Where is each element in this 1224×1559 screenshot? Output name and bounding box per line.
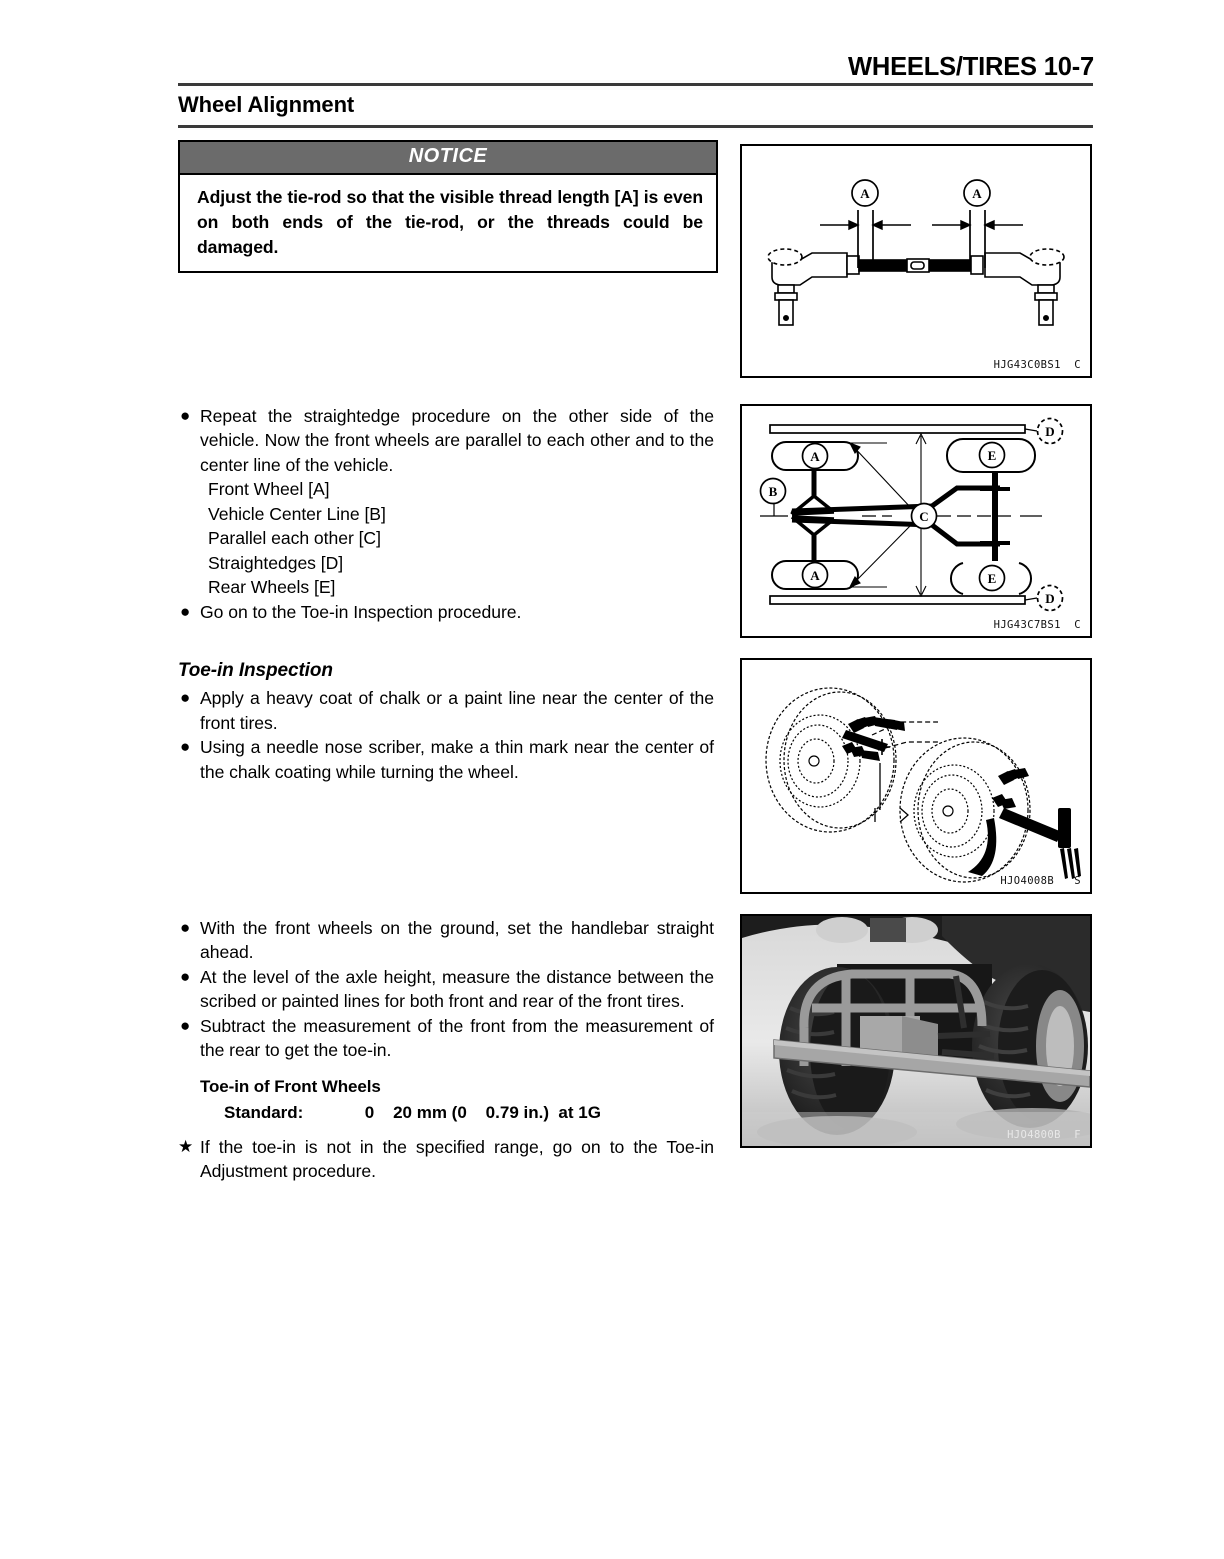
list-item-text: Repeat the straightedge procedure on the other side of the vehicle. Now the front wheels are parallel to each other and to the center line of the vehicle.	[200, 406, 714, 475]
list-item-conditional	[178, 1135, 714, 1184]
scriber-tire-icon	[742, 660, 1090, 892]
list-item	[178, 1014, 714, 1063]
bullet-icon: ●	[180, 406, 191, 425]
list-item	[178, 916, 714, 965]
list-item: Parallel each other [C]	[208, 528, 381, 549]
page-header-title: WHEELS/TIRES 10-7	[848, 53, 1094, 81]
figure-callout-a-top: A	[810, 449, 820, 464]
notice-box	[178, 140, 718, 273]
list-item-text: Subtract the measurement of the front from the measurement of the rear to get the toe-in.	[200, 1015, 714, 1061]
figure-callout-c: C	[919, 509, 929, 524]
list-item: Rear Wheels [E]	[208, 577, 336, 598]
figure-callout-a1: A	[860, 186, 870, 201]
bullet-icon: ●	[180, 737, 191, 757]
notice-label: NOTICE	[180, 142, 716, 175]
header-rule-top	[178, 83, 1093, 86]
list-item	[178, 600, 714, 624]
header-rule-bottom	[178, 125, 1093, 128]
bullet-icon: ●	[180, 1015, 191, 1035]
list-item: Straightedges [D]	[208, 552, 344, 573]
bullet-icon: ●	[180, 688, 191, 708]
specification-value: Standard: 0 20 mm (0 0.79 in.) at 1G	[224, 1103, 601, 1123]
figure-tie-rod-thread-length	[740, 144, 1092, 378]
list-item	[178, 686, 714, 735]
figure-callout-a-bottom: A	[810, 568, 820, 583]
list-item-text: Go on to the Toe-in Inspection procedure.	[200, 601, 522, 622]
star-icon: ★	[178, 1136, 194, 1156]
list-item: Vehicle Center Line [B]	[208, 503, 386, 524]
figure-code: HJG43C7BS1 C	[993, 619, 1081, 631]
list-item-text: With the front wheels on the ground, set the handlebar straight ahead.	[200, 918, 714, 963]
figure-callout-d-bottom: D	[1045, 591, 1055, 606]
figure-code: HJO4008B S	[1000, 875, 1081, 887]
section-title: Wheel Alignment	[178, 92, 355, 117]
specification-title: Toe-in of Front Wheels	[200, 1076, 381, 1096]
tie-rod-diagram-icon	[742, 146, 1090, 376]
list-item	[178, 735, 714, 784]
alignment-top-view-icon	[742, 406, 1090, 636]
figure-code: HJG43C0BS1 C	[993, 359, 1081, 371]
bullet-icon: ●	[180, 918, 191, 937]
list-item	[178, 404, 714, 477]
list-item-text: Using a needle nose scriber, make a thin mark near the center of the chalk coating while turning the wheel.	[200, 737, 714, 782]
figure-callout-d-top: D	[1045, 424, 1055, 439]
list-item-text: At the level of the axle height, measure the distance between the scribed or painted lines for both front and rear of the front tires.	[200, 966, 714, 1012]
specification-block	[178, 1075, 714, 1125]
figure-callout-e-bottom: E	[987, 571, 997, 586]
callout-legend-list	[178, 477, 714, 599]
figure-wheel-alignment-top-view	[740, 404, 1092, 638]
instruction-block-toe-in-inspection	[178, 658, 714, 784]
list-item: Front Wheel [A]	[208, 479, 330, 500]
atv-photo-icon	[742, 916, 1090, 1146]
figure-callout-e-top: E	[987, 448, 997, 463]
list-item-text: If the toe-in is not in the specified range, go on to the Toe-in Adjustment procedure.	[200, 1136, 714, 1182]
figure-code: HJO4800B F	[1007, 1129, 1081, 1141]
instruction-block-toe-in-measure	[178, 916, 714, 1184]
bullet-icon: ●	[180, 601, 191, 621]
figure-callout-b: B	[768, 484, 778, 499]
notice-text: Adjust the tie-rod so that the visible thread length [A] is even on both ends of the tie-rod, or the threads could be damaged.	[197, 187, 703, 258]
list-item	[178, 965, 714, 1014]
figure-callout-a2: A	[972, 186, 982, 201]
bullet-icon: ●	[180, 966, 191, 986]
figure-scriber-chalk-mark	[740, 658, 1092, 894]
instruction-block-alignment	[178, 404, 714, 624]
figure-atv-front-straightedge-photo	[740, 914, 1092, 1148]
list-item-text: Apply a heavy coat of chalk or a paint line near the center of the front tires.	[200, 688, 714, 733]
subsection-heading: Toe-in Inspection	[178, 660, 333, 681]
